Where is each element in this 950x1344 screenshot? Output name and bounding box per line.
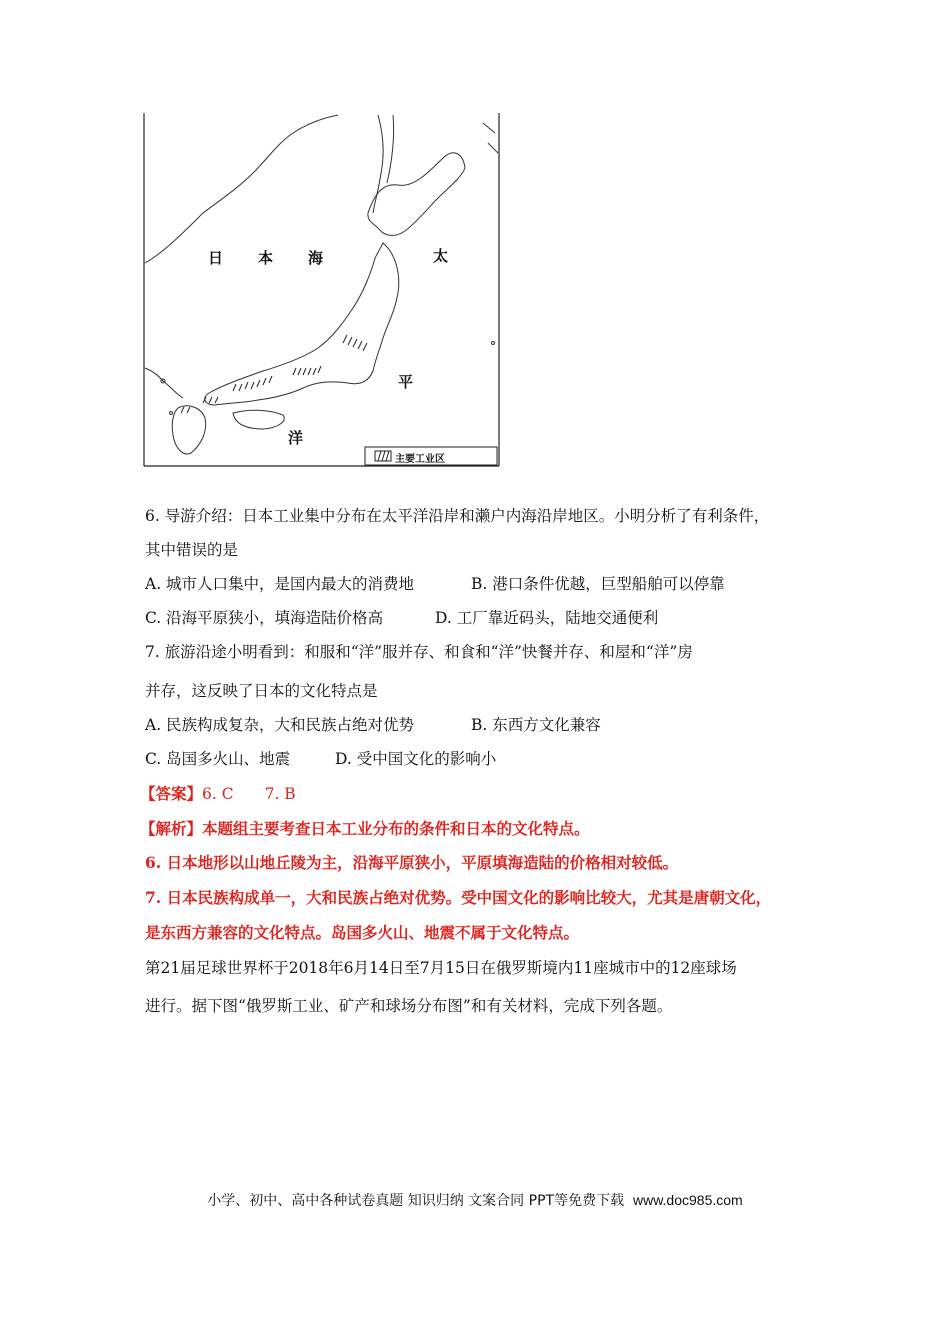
analysis-intro-line: [140, 818, 590, 840]
q6-option-c: C. 沿海平原狭小，填海造陆价格高: [145, 609, 384, 627]
q7-option-b: B. 东西方文化兼容: [471, 716, 601, 734]
footer-url[interactable]: www.doc985.com: [632, 1192, 743, 1208]
q7-option-d: D. 受中国文化的影响小: [335, 750, 497, 768]
map-label-hai: 海: [308, 249, 324, 267]
map-label-ping: 平: [398, 373, 414, 391]
next-material-line2: 进行。据下图“俄罗斯工业、矿产和球场分布图”和有关材料，完成下列各题。: [145, 997, 673, 1015]
answer-text: 6. C 7. B: [202, 785, 296, 803]
q6-option-b: B. 港口条件优越，巨型船舶可以停靠: [471, 575, 725, 593]
q7-stem-line2: 并存，这反映了日本的文化特点是: [145, 682, 378, 700]
map-legend-label: 主要工业区: [395, 454, 445, 465]
q7-options-cd: [145, 748, 496, 770]
map-drawing: [143, 113, 503, 471]
answer-line: [140, 783, 296, 805]
japan-industry-map: [143, 113, 503, 471]
map-label-ri: 日: [208, 249, 224, 267]
q6-options-ab: [145, 573, 725, 595]
analysis-tag: 【解析】: [140, 819, 203, 838]
q6-option-d: D. 工厂靠近码头，陆地交通便利: [435, 609, 659, 627]
footer-text: 小学、初中、高中各种试卷真题 知识归纳 文案合同 PPT等免费下载: [207, 1193, 625, 1209]
page-footer: [0, 1190, 950, 1210]
q7-stem-line1: 7. 旅游沿途小明看到：和服和“洋”服并存、和食和“洋”快餐并存、和屋和“洋”房: [145, 643, 693, 661]
analysis-p6: 6. 日本地形以山地丘陵为主，沿海平原狭小，平原填海造陆的价格相对较低。: [145, 853, 679, 872]
q6-option-a: A. 城市人口集中，是国内最大的消费地: [145, 575, 415, 593]
map-label-ben: 本: [258, 249, 274, 267]
q7-option-c: C. 岛国多火山、地震: [145, 750, 291, 768]
q7-option-a: A. 民族构成复杂，大和民族占绝对优势: [145, 716, 415, 734]
q7-options-ab: [145, 714, 601, 736]
answer-tag: 【答案】: [140, 784, 203, 803]
analysis-p7-line1: 7. 日本民族构成单一，大和民族占绝对优势。受中国文化的影响比较大，尤其是唐朝文化，: [145, 888, 772, 907]
map-label-tai: 太: [433, 247, 449, 265]
q6-stem-line2: 其中错误的是: [145, 541, 239, 559]
next-material-line1: 第21届足球世界杯于2018年6月14日至7月15日在俄罗斯境内11座城市中的12座球场: [145, 959, 737, 977]
analysis-intro: 本题组主要考查日本工业分布的条件和日本的文化特点。: [202, 819, 590, 838]
q6-stem-line1: 6. 导游介绍：日本工业集中分布在太平洋沿岸和濑户内海沿岸地区。小明分析了有利条件，: [145, 507, 770, 525]
q6-options-cd: [145, 607, 658, 629]
analysis-p7-line2: 是东西方兼容的文化特点。岛国多火山、地震不属于文化特点。: [145, 923, 580, 942]
map-label-yang: 洋: [288, 429, 304, 447]
